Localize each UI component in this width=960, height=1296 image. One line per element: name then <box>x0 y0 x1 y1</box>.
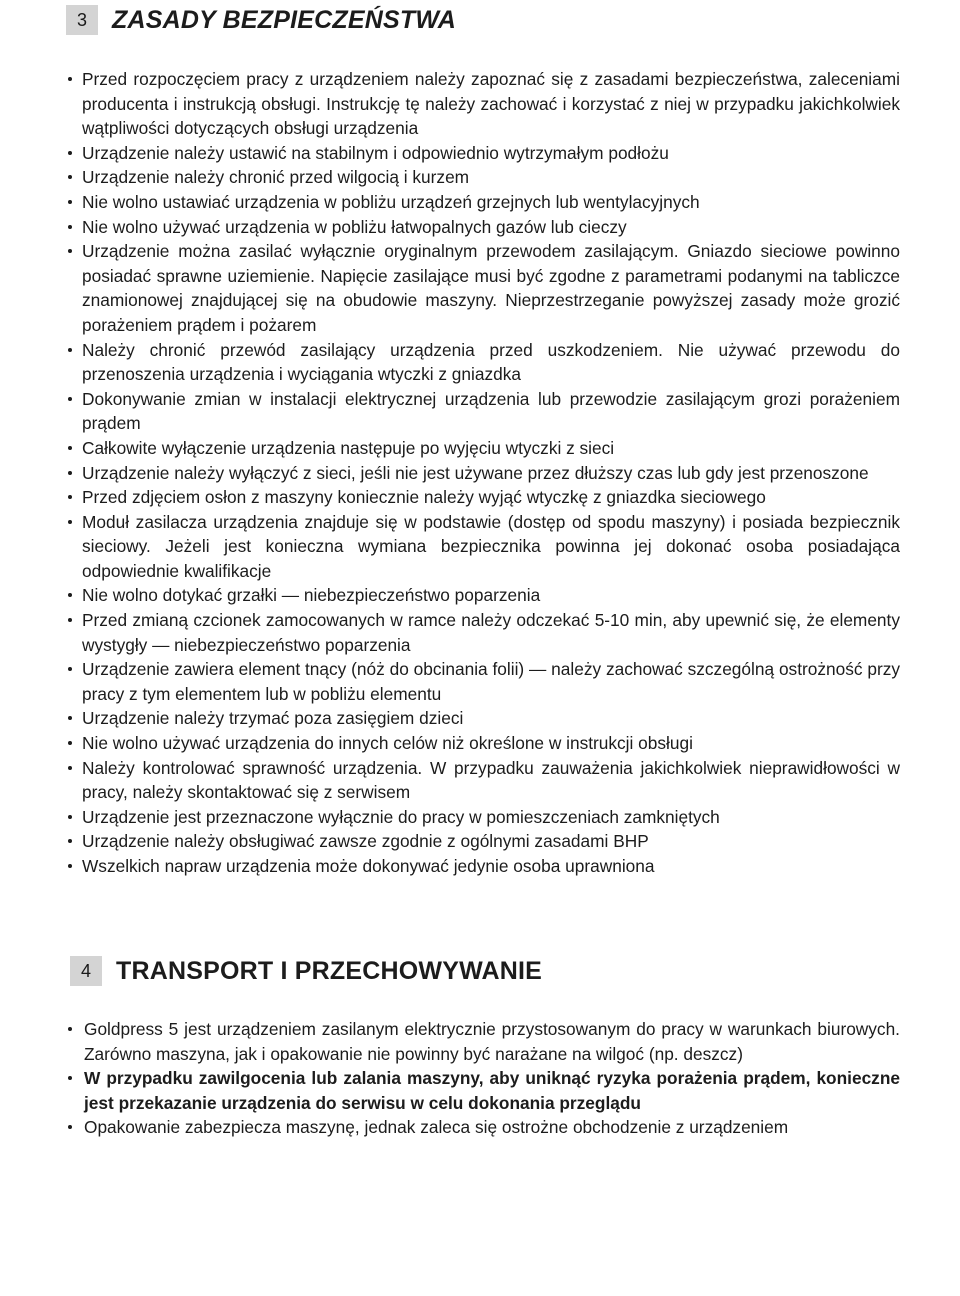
list-item-text: Urządzenie należy ustawić na stabilnym i odpowiednio wytrzymałym podłożu <box>82 142 669 163</box>
bullet-icon <box>68 1076 72 1080</box>
list-item <box>66 1017 900 1066</box>
list-item-text: Urządzenie należy chronić przed wilgocią i kurzem <box>82 167 470 188</box>
list-item-text: Opakowanie zabezpiecza maszynę, jednak zaleca się ostrożne obchodzenie z urządzeniem <box>84 1117 789 1138</box>
list-item-text: Urządzenie można zasilać wyłącznie oryginalnym przewodem zasilającym. Gniazdo sieciowe powinno posiadać sprawne uziemienie. Napięcie zasilające musi być zgodne z parametrami podanymi na tabliczce znamionowej znajdującej się na obudowie maszyny. Nieprzestrzeganie powyższej zasady może grozić porażeniem prądem i pożarem <box>82 241 900 335</box>
list-item <box>66 485 900 510</box>
list-item-text: Nie wolno używać urządzenia do innych celów niż określone w instrukcji obsługi <box>82 733 693 754</box>
list-item <box>66 190 900 215</box>
list-item <box>66 608 900 657</box>
bullet-icon <box>68 225 72 229</box>
list-item-text: Urządzenie zawiera element tnący (nóż do obcinania folii) — należy zachować szczególną ostrożność przy pracy z tym elementem lub w pobliżu elementu <box>82 659 900 704</box>
bullet-icon <box>68 249 72 253</box>
list-item-text: Urządzenie należy obsługiwać zawsze zgodnie z ogólnymi zasadami BHP <box>82 831 649 852</box>
list-item <box>66 165 900 190</box>
list-item <box>66 141 900 166</box>
section-title: TRANSPORT I PRZECHOWYWANIE <box>116 956 543 985</box>
bullet-icon <box>68 1125 72 1129</box>
list-item <box>66 510 900 584</box>
bullet-icon <box>68 716 72 720</box>
bullet-icon <box>68 766 72 770</box>
bullet-icon <box>68 200 72 204</box>
bullet-icon <box>68 397 72 401</box>
list-item <box>66 1066 900 1115</box>
list-item-text: Nie wolno dotykać grzałki — niebezpieczeństwo poparzenia <box>82 585 541 606</box>
list-item <box>66 731 900 756</box>
list-item-text: Całkowite wyłączenie urządzenia następuje po wyjęciu wtyczki z sieci <box>82 437 615 458</box>
bullet-icon <box>68 151 72 155</box>
list-item <box>66 756 900 805</box>
list-item <box>66 239 900 337</box>
list-item <box>66 67 900 141</box>
list-item <box>66 854 900 879</box>
bullet-icon <box>68 839 72 843</box>
list-item <box>66 805 900 830</box>
list-item-text: Nie wolno używać urządzenia w pobliżu łatwopalnych gazów lub cieczy <box>82 216 627 237</box>
list-item-text: Przed zmianą czcionek zamocowanych w ramce należy odczekać 5-10 min, aby upewnić się, że elementy wystygły — niebezpieczeństwo poparzenia <box>82 610 900 655</box>
list-item-text: Urządzenie jest przeznaczone wyłącznie do pracy w pomieszczeniach zamkniętych <box>82 806 720 827</box>
list-item-text: Przed zdjęciem osłon z maszyny koniecznie należy wyjąć wtyczkę z gniazdka sieciowego <box>82 487 766 508</box>
section-number-badge: 4 <box>70 956 102 986</box>
list-item <box>66 461 900 486</box>
list-item <box>66 583 900 608</box>
bullet-icon <box>68 471 72 475</box>
list-item-text: Moduł zasilacza urządzenia znajduje się w podstawie (dostęp od spodu maszyny) i posiada bezpiecznik sieciowy. Jeżeli jest konieczna wymiana bezpiecznika powinna jej dokonać osoba posiadająca odpowiednie kwalifikacje <box>82 511 900 581</box>
bullet-icon <box>68 495 72 499</box>
bullet-icon <box>68 446 72 450</box>
bullet-icon <box>68 741 72 745</box>
bullet-icon <box>68 77 72 81</box>
list-item-text: Przed rozpoczęciem pracy z urządzeniem należy zapoznać się z zasadami bezpieczeństwa, zaleceniami producenta i instrukcją obsługi. Instrukcję tę należy zachować i korzystać z niej w przypadku jakichkolwiek wątpliwości dotyczących obsługi urządzenia <box>82 69 900 139</box>
section-3-heading <box>66 5 456 35</box>
bullet-icon <box>68 864 72 868</box>
list-item-text: Goldpress 5 jest urządzeniem zasilanym elektrycznie przystosowanym do pracy w warunkach biurowych. Zarówno maszyna, jak i opakowanie nie powinny być narażane na wilgoć (np. deszcz) <box>84 1019 900 1064</box>
bullet-icon <box>68 815 72 819</box>
list-item <box>66 706 900 731</box>
bullet-icon <box>68 593 72 597</box>
bullet-icon <box>68 1027 72 1031</box>
list-item-text: Należy kontrolować sprawność urządzenia. W przypadku zauważenia jakichkolwiek nieprawidłowości w pracy, należy skontaktować się z serwisem <box>82 757 900 803</box>
section-number-badge: 3 <box>66 5 98 35</box>
list-item <box>66 829 900 854</box>
bullet-icon <box>68 618 72 622</box>
list-item-text: W przypadku zawilgocenia lub zalania maszyny, aby uniknąć ryzyka porażenia prądem, konieczne jest przekazanie urządzenia do serwisu w celu dokonania przeglądu <box>84 1068 900 1113</box>
bullet-icon <box>68 520 72 524</box>
section-title: ZASADY BEZPIECZEŃSTWA <box>112 5 457 34</box>
list-item-text: Urządzenie należy wyłączyć z sieci, jeśli nie jest używane przez dłuższy czas lub gdy jest przenoszone <box>82 462 869 483</box>
bullet-icon <box>68 175 72 179</box>
list-item-text: Wszelkich napraw urządzenia może dokonywać jedynie osoba uprawniona <box>82 856 655 876</box>
list-item-text: Urządzenie należy trzymać poza zasięgiem dzieci <box>82 708 464 729</box>
list-item <box>66 1115 900 1140</box>
list-item-text: Nie wolno ustawiać urządzenia w pobliżu urządzeń grzejnych lub wentylacyjnych <box>82 191 700 212</box>
list-item <box>66 387 900 436</box>
list-item-text: Dokonywanie zmian w instalacji elektrycznej urządzenia lub przewodzie zasilającym grozi porażeniem prądem <box>82 388 900 434</box>
safety-rules-list <box>66 67 900 879</box>
bullet-icon <box>68 667 72 671</box>
list-item <box>66 215 900 240</box>
transport-rules-list <box>66 1017 900 1140</box>
bullet-icon <box>68 348 72 352</box>
list-item <box>66 436 900 461</box>
section-4-heading <box>70 956 542 986</box>
list-item-text: Należy chronić przewód zasilający urządzenia przed uszkodzeniem. Nie używać przewodu do przenoszenia urządzenia i wyciągania wtyczki z gniazdka <box>82 339 900 385</box>
list-item <box>66 338 900 387</box>
list-item <box>66 657 900 706</box>
